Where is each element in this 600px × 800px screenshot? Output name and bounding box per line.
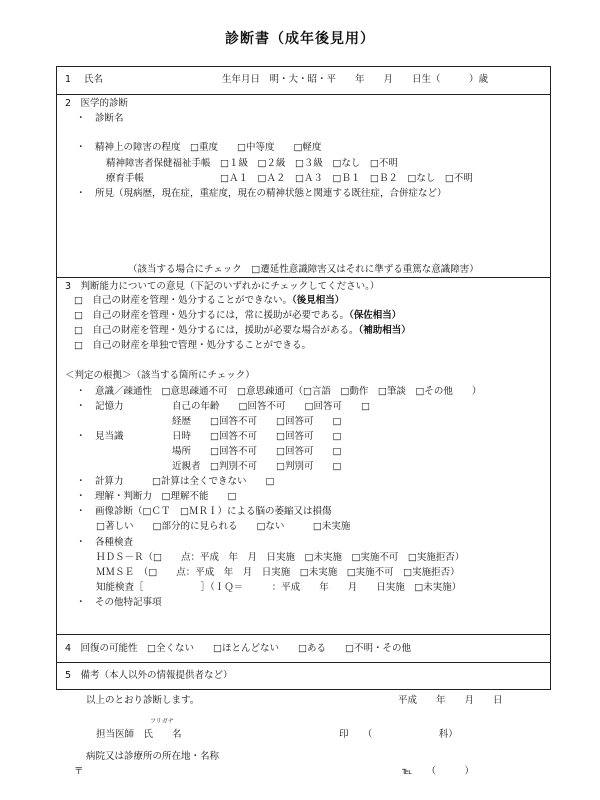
recovery-row[interactable]: 4 回復の可能性 □全くない □ほとんどない □ある □不明・その他 xyxy=(65,643,411,654)
opinion-option-assistance[interactable] xyxy=(74,324,411,337)
tests-label: ・ 各種検査 xyxy=(76,537,134,548)
remarks-field[interactable]: 5 備考（本人以外の情報提供者など） xyxy=(65,670,233,681)
communication-row[interactable]: ・ 意識／疎通性 □意思疎通不可 □意思疎通可（□言語 □動作 □筆談 □その他 ） xyxy=(76,386,482,397)
option-text: □ 自己の財産を管理・処分するには，常に援助が必要である。 xyxy=(74,310,349,321)
orientation-relatives-row[interactable]: 近親者 □判別不可 □判別可 □ xyxy=(172,461,342,472)
understanding-row[interactable]: ・ 理解・判断力 □理解不能 □ xyxy=(76,491,237,502)
ryoiku-handbook-row[interactable]: 療育手帳 □Ａ１ □Ａ２ □Ａ３ □Ｂ１ □Ｂ２ □なし □不明 xyxy=(106,173,473,184)
divider-1 xyxy=(56,94,551,95)
diagnosis-date-field[interactable]: 平成 年 月 日 xyxy=(398,695,503,706)
basis-header: ＜判定の根拠＞（該当する箇所にチェック） xyxy=(65,370,255,381)
section-3-header: 3 判断能力についての意見（下記のいずれかにチェックしてください。） xyxy=(65,281,380,292)
seal-department-field[interactable]: 印 （ 科） xyxy=(339,729,458,740)
memory-age-row[interactable]: 自己の年齢 □回答不可 □回答可 □ xyxy=(172,401,370,412)
option-tag: （保佐相当） xyxy=(348,310,402,321)
imaging-row[interactable]: ・ 画像診断（□ＣＴ □ＭＲＩ）による脳の萎縮又は損傷 xyxy=(76,506,332,517)
calculation-row[interactable]: ・ 計算力 □計算は全くできない □ xyxy=(76,476,275,487)
opinion-option-curatorship[interactable] xyxy=(74,309,401,322)
furigana-label: フリガナ xyxy=(150,718,174,725)
opinion-option-guardianship[interactable] xyxy=(74,294,344,307)
orientation-label: ・ 見当識 xyxy=(76,431,124,442)
postal-mark: 〒 xyxy=(74,766,84,777)
consciousness-checkbox[interactable]: （該当する場合にチェック □遷延性意識障害又はそれに準ずる重篤な意識障害） xyxy=(128,264,479,275)
doctor-name-field[interactable]: 担当医師 氏 名 xyxy=(96,729,182,740)
opinion-option-independent[interactable] xyxy=(74,339,311,352)
section-2-header: 2 医学的診断 xyxy=(65,98,129,109)
option-text: □ 自己の財産を管理・処分するには，援助が必要な場合がある。 xyxy=(74,325,359,336)
divider-4 xyxy=(56,662,551,663)
telephone-field[interactable]: ℡ （ ） xyxy=(402,766,474,777)
mental-handbook-row[interactable]: 精神障害者保健福祉手帳 □１級 □２級 □３級 □なし □不明 xyxy=(106,158,398,169)
page-title: 診断書（成年後見用） xyxy=(225,31,375,47)
diagnosis-field[interactable]: ・ 診断名 xyxy=(76,113,124,124)
findings-field[interactable]: ・ 所見（現病歴，現在症，重症度，現在の精神状態と関連する既往症，合併症など） xyxy=(76,188,447,199)
divider-2 xyxy=(56,277,551,278)
memory-label: ・ 記憶力 xyxy=(76,401,124,412)
option-text: □ 自己の財産を単独で管理・処分することができる。 xyxy=(74,340,311,351)
option-tag: （補助相当） xyxy=(358,325,411,336)
option-tag: （後見相当） xyxy=(291,295,345,306)
divider-3 xyxy=(56,634,551,635)
option-text: □ 自己の財産を管理・処分することができない。 xyxy=(74,295,292,306)
orientation-date-row[interactable]: 日時 □回答不可 □回答可 □ xyxy=(172,431,342,442)
mmse-row[interactable]: ＭＭＳＥ （□ 点：平成 年 月 日実施 □未実施 □実施不可 □実施拒否） xyxy=(96,567,460,578)
hdsr-row[interactable]: ＨＤＳ－Ｒ（□ 点：平成 年 月 日実施 □未実施 □実施不可 □実施拒否） xyxy=(96,552,465,563)
memory-history-row[interactable]: 経歴 □回答不可 □回答可 □ xyxy=(172,416,342,427)
orientation-place-row[interactable]: 場所 □回答不可 □回答可 □ xyxy=(172,446,342,457)
birth-date-field[interactable]: 生年月日 明・大・昭・平 年 月 日生（ ）歳 xyxy=(222,74,489,85)
diagnosis-statement: 以上のとおり診断します。 xyxy=(86,695,200,706)
iq-row[interactable]: 知能検査［ ］（ＩＱ＝ ：平成 年 月 日実施 □未実施） xyxy=(96,582,462,593)
section-1-number: 1 xyxy=(65,74,72,85)
name-label: 氏名 xyxy=(84,74,104,85)
disability-degree-row[interactable]: ・ 精神上の障害の程度 □重度 □中等度 □軽度 xyxy=(76,142,322,153)
imaging-options-row[interactable]: □著しい □部分的に見られる □ない □未実施 xyxy=(96,521,351,532)
other-notes-field[interactable]: ・ その他特記事項 xyxy=(76,597,162,608)
hospital-label: 病院又は診療所の所在地・名称 xyxy=(86,751,220,762)
